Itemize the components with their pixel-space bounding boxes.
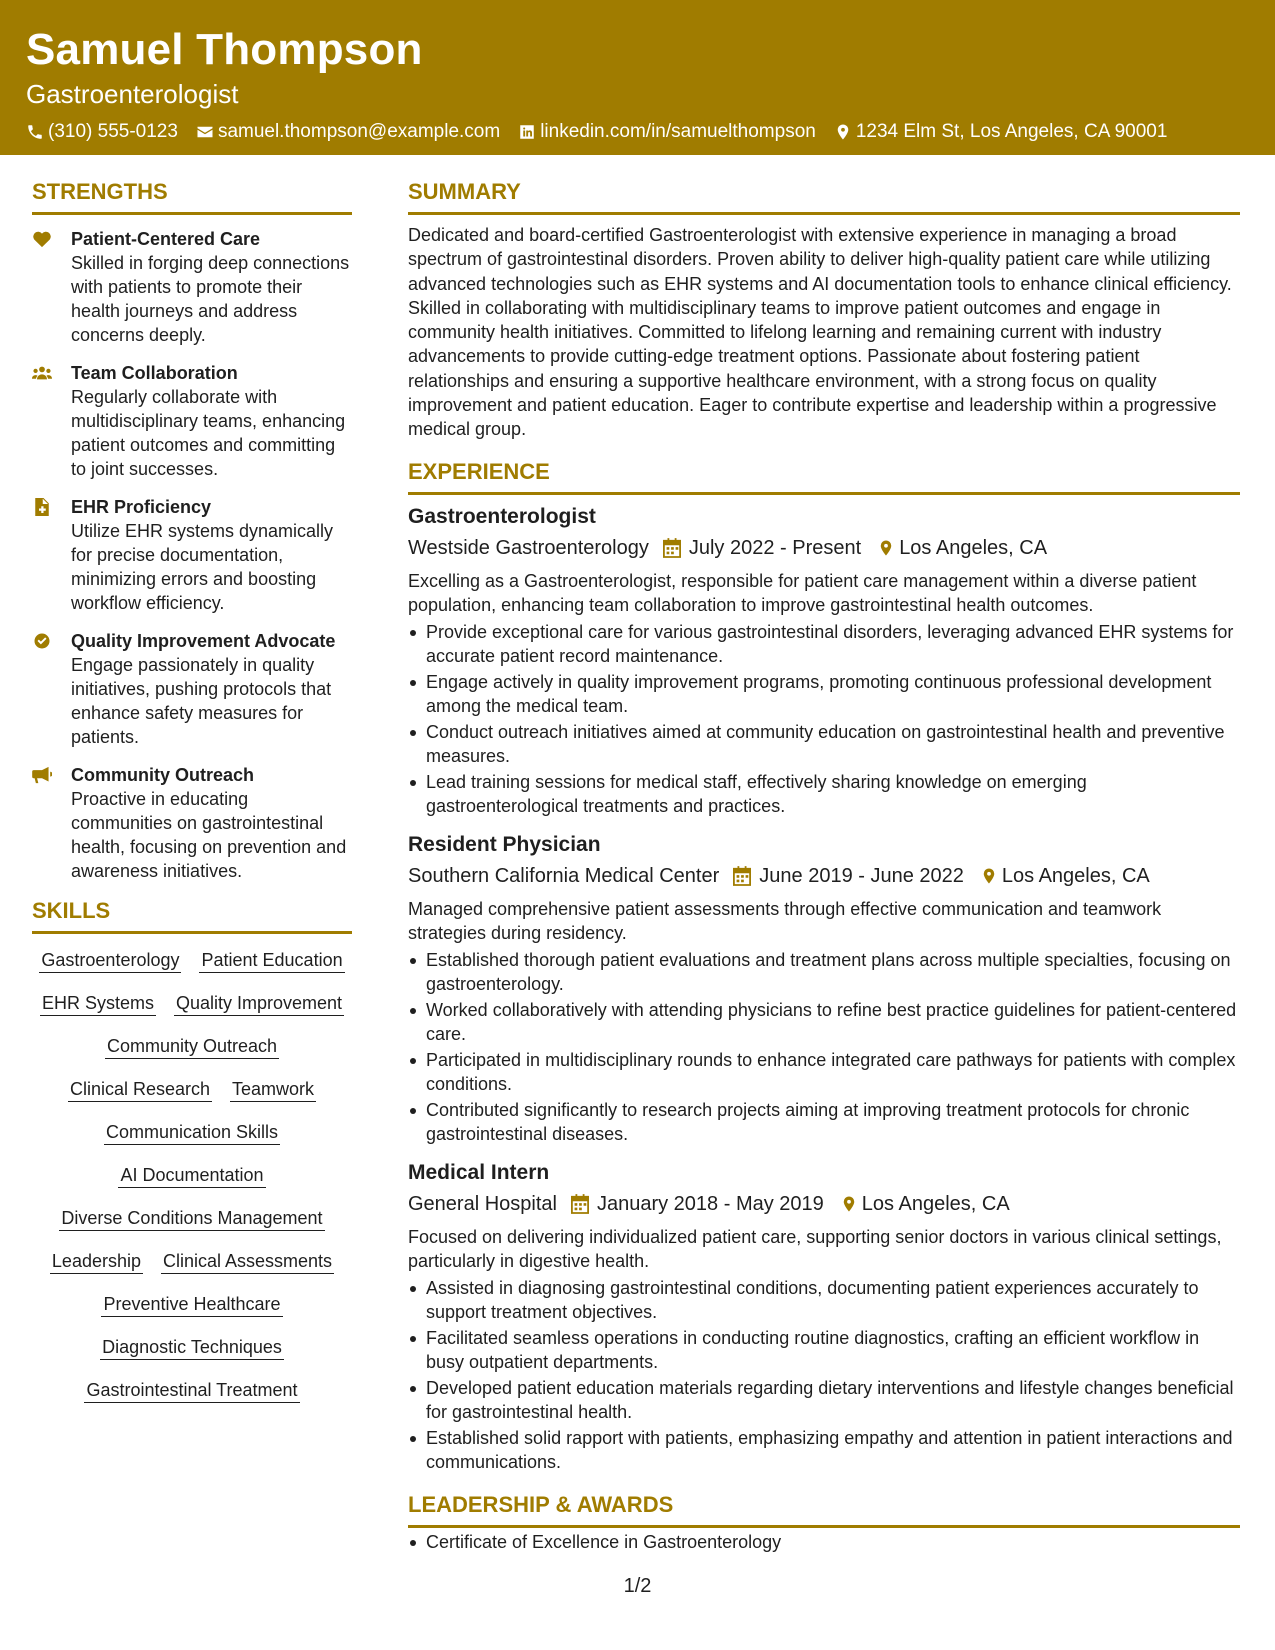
strength-name: Community Outreach bbox=[71, 765, 255, 785]
skill-tag: Gastroenterology bbox=[39, 948, 181, 973]
strength-item bbox=[32, 763, 352, 883]
skill-tag: AI Documentation bbox=[118, 1163, 265, 1188]
skills-list bbox=[32, 948, 352, 1403]
job-bullet: Worked collaboratively with attending physicians to refine best practice guidelines for patient-centered care. bbox=[408, 998, 1240, 1047]
job-bullet: Lead training sessions for medical staff, effectively sharing knowledge on emerging gastroenterological treatments and practices. bbox=[408, 770, 1240, 819]
job-bullet: Established thorough patient evaluations and treatment plans across multiple specialties, focusing on gastroenterology. bbox=[408, 948, 1240, 997]
strength-item bbox=[32, 227, 352, 347]
job-entry bbox=[408, 503, 1240, 819]
awards-list bbox=[408, 1530, 1240, 1555]
job-company: Southern California Medical Center bbox=[408, 864, 720, 887]
heart-icon bbox=[32, 230, 52, 248]
strengths-list bbox=[32, 227, 352, 883]
linkedin-text: linkedin.com/in/samuelthompson bbox=[540, 121, 816, 142]
job-company: Westside Gastroenterology bbox=[408, 536, 649, 559]
linkedin-icon bbox=[518, 123, 536, 141]
strength-name: Quality Improvement Advocate bbox=[71, 631, 336, 651]
job-entry bbox=[408, 831, 1240, 1147]
envelope-icon bbox=[196, 123, 214, 141]
email-text: samuel.thompson@example.com bbox=[217, 121, 501, 142]
job-dates: July 2022 - Present bbox=[688, 536, 862, 559]
strength-desc: Proactive in educating communities on gastrointestinal health, focusing on prevention and awareness initiatives. bbox=[71, 789, 347, 881]
megaphone-icon bbox=[32, 766, 52, 784]
file-medical-icon bbox=[32, 498, 52, 516]
job-meta bbox=[408, 533, 1240, 563]
skill-tag: Quality Improvement bbox=[174, 991, 344, 1016]
award-item: Certificate of Excellence in Gastroenterology bbox=[408, 1530, 1240, 1555]
job-bullets bbox=[408, 1276, 1240, 1475]
contact-phone[interactable] bbox=[26, 120, 178, 144]
job-bullet: Provide exceptional care for various gastrointestinal disorders, leveraging advanced EHR systems for accurate patient record maintenance. bbox=[408, 620, 1240, 669]
calendar-icon bbox=[571, 1194, 589, 1214]
skill-tag: Community Outreach bbox=[105, 1034, 279, 1059]
summary-heading: SUMMARY bbox=[408, 178, 1240, 215]
job-dates: January 2018 - May 2019 bbox=[596, 1192, 824, 1215]
skill-tag: Teamwork bbox=[230, 1077, 316, 1102]
summary-text: Dedicated and board-certified Gastroenterologist with extensive experience in managing a broad spectrum of gastrointestinal disorders. Proven ability to deliver high-quality patient care while utilizing advanced technologies such as EHR systems and AI documentation tools to enhance clinical efficiency. Skilled in collaborating with multidisciplinary teams to improve patient outcomes and engage in community health initiatives. Committed to lifelong learning and remaining current with industry advancements to provide cutting-edge treatment options. Passionate about fostering patient relationships and ensuring a supportive healthcare environment, with a strong focus on quality improvement and patient education. Eager to contribute expertise and leadership within a progressive medical group. bbox=[408, 225, 1232, 440]
skill-tag: Gastrointestinal Treatment bbox=[84, 1378, 299, 1403]
map-pin-icon bbox=[877, 538, 895, 558]
skill-tag: Clinical Research bbox=[68, 1077, 212, 1102]
calendar-icon bbox=[663, 538, 681, 558]
calendar-icon bbox=[733, 866, 751, 886]
skill-tag: EHR Systems bbox=[40, 991, 156, 1016]
job-bullet: Contributed significantly to research projects aiming at improving treatment protocols for chronic gastrointestinal diseases. bbox=[408, 1098, 1240, 1147]
job-bullet: Engage actively in quality improvement programs, promoting continuous professional development among the medical team. bbox=[408, 670, 1240, 719]
left-column bbox=[32, 178, 352, 1403]
job-location: Los Angeles, CA bbox=[1001, 864, 1150, 887]
strengths-heading: STRENGTHS bbox=[32, 178, 352, 215]
address-text: 1234 Elm St, Los Angeles, CA 90001 bbox=[855, 121, 1168, 142]
map-pin-icon bbox=[834, 123, 852, 141]
map-pin-icon bbox=[840, 1194, 858, 1214]
job-location: Los Angeles, CA bbox=[899, 536, 1048, 559]
candidate-name: Samuel Thompson bbox=[26, 25, 423, 74]
job-meta bbox=[408, 861, 1240, 891]
experience-list bbox=[408, 503, 1240, 1475]
candidate-title: Gastroenterologist bbox=[26, 79, 239, 109]
phone-text: (310) 555-0123 bbox=[48, 121, 178, 142]
strength-desc: Skilled in forging deep connections with patients to promote their health journeys and address concerns deeply. bbox=[71, 253, 350, 345]
skill-tag: Leadership bbox=[50, 1249, 143, 1274]
strength-item bbox=[32, 629, 352, 749]
job-description: Managed comprehensive patient assessments through effective communication and teamwork strategies during residency. bbox=[408, 898, 1162, 944]
job-bullet: Facilitated seamless operations in conducting routine diagnostics, crafting an efficient workflow in busy outpatient departments. bbox=[408, 1326, 1240, 1375]
strength-desc: Regularly collaborate with multidisciplinary teams, enhancing patient outcomes and committing to joint successes. bbox=[71, 387, 346, 479]
job-location: Los Angeles, CA bbox=[861, 1192, 1010, 1215]
strength-item bbox=[32, 361, 352, 481]
check-circle-icon bbox=[32, 632, 52, 650]
skill-tag: Communication Skills bbox=[104, 1120, 280, 1145]
skill-tag: Patient Education bbox=[199, 948, 344, 973]
job-bullet: Developed patient education materials regarding dietary interventions and lifestyle changes beneficial for gastrointestinal health. bbox=[408, 1376, 1240, 1425]
phone-icon bbox=[26, 123, 44, 141]
job-bullets bbox=[408, 948, 1240, 1147]
job-bullet: Conduct outreach initiatives aimed at community education on gastrointestinal health and preventive measures. bbox=[408, 720, 1240, 769]
skill-tag: Diagnostic Techniques bbox=[100, 1335, 284, 1360]
job-bullet: Established solid rapport with patients, emphasizing empathy and attention in patient interactions and communications. bbox=[408, 1426, 1240, 1475]
job-title: Medical Intern bbox=[408, 1160, 550, 1184]
skill-tag: Diverse Conditions Management bbox=[59, 1206, 324, 1231]
strength-name: Team Collaboration bbox=[71, 363, 238, 383]
job-meta bbox=[408, 1189, 1240, 1219]
job-title: Gastroenterologist bbox=[408, 504, 596, 528]
job-description: Excelling as a Gastroenterologist, responsible for patient care management within a diverse patient population, enhancing team collaboration to improve gastrointestinal health outcomes. bbox=[408, 570, 1197, 616]
job-entry bbox=[408, 1159, 1240, 1475]
map-pin-icon bbox=[980, 866, 998, 886]
contact-email[interactable] bbox=[196, 120, 500, 144]
page-number: 1/2 bbox=[623, 1575, 652, 1597]
awards-heading: LEADERSHIP & AWARDS bbox=[408, 1491, 1240, 1528]
job-description: Focused on delivering individualized patient care, supporting senior doctors in various clinical settings, particularly in digestive health. bbox=[408, 1226, 1222, 1272]
right-column bbox=[408, 178, 1240, 1555]
contact-linkedin[interactable] bbox=[518, 120, 816, 144]
contact-address bbox=[834, 120, 1168, 144]
job-company: General Hospital bbox=[408, 1192, 557, 1215]
experience-heading: EXPERIENCE bbox=[408, 458, 1240, 495]
strength-desc: Utilize EHR systems dynamically for precise documentation, minimizing errors and boosting workflow efficiency. bbox=[71, 521, 334, 613]
job-bullet: Assisted in diagnosing gastrointestinal conditions, documenting patient experiences accurately to support treatment objectives. bbox=[408, 1276, 1240, 1325]
job-title: Resident Physician bbox=[408, 832, 601, 856]
job-dates: June 2019 - June 2022 bbox=[759, 864, 964, 887]
skills-heading: SKILLS bbox=[32, 897, 352, 934]
resume-header bbox=[0, 0, 1275, 155]
skill-tag: Clinical Assessments bbox=[161, 1249, 334, 1274]
job-bullets bbox=[408, 620, 1240, 819]
contact-bar bbox=[26, 120, 1249, 144]
strength-name: EHR Proficiency bbox=[71, 497, 212, 517]
strength-desc: Engage passionately in quality initiatives, pushing protocols that enhance safety measures for patients. bbox=[71, 655, 332, 747]
strength-item bbox=[32, 495, 352, 615]
strength-name: Patient-Centered Care bbox=[71, 229, 261, 249]
skill-tag: Preventive Healthcare bbox=[101, 1292, 282, 1317]
users-icon bbox=[32, 364, 52, 382]
job-bullet: Participated in multidisciplinary rounds to enhance integrated care pathways for patients with complex conditions. bbox=[408, 1048, 1240, 1097]
